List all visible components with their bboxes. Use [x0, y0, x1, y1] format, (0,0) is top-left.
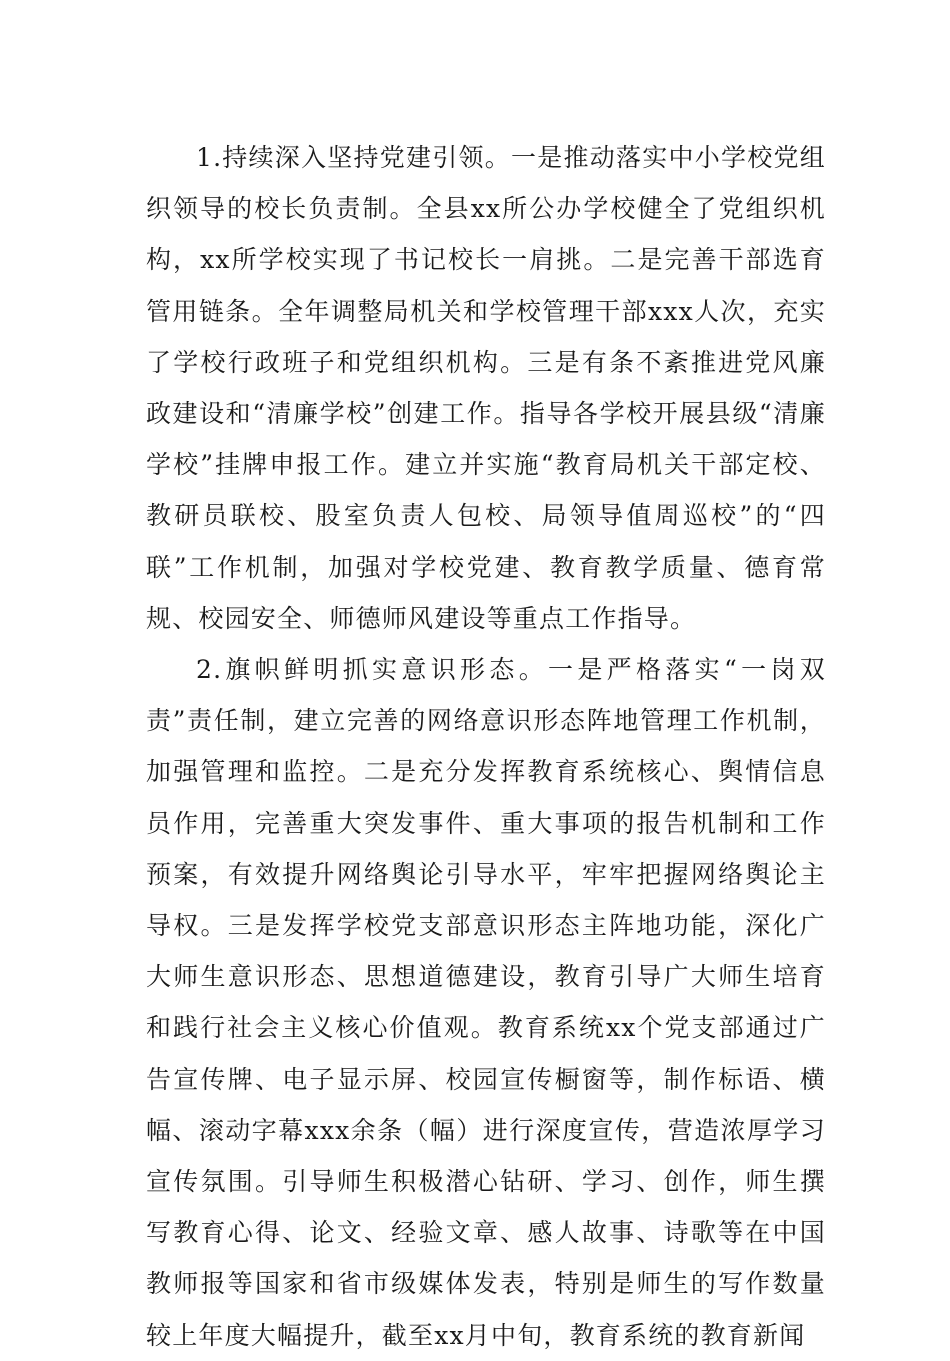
- document-body: [146, 132, 826, 1361]
- paragraph-ideology: 2.旗帜鲜明抓实意识形态。一是严格落实“一岗双责”责任制，建立完善的网络意识形态阵地管理工作机制，加强管理和监控。二是充分发挥教育系统核心、舆情信息员作用，完善重大突发事件、重大事项的报告机制和工作预案，有效提升网络舆论引导水平，牢牢把握网络舆论主导权。三是发挥学校党支部意识形态主阵地功能，深化广大师生意识形态、思想道德建设，教育引导广大师生培育和践行社会主义核心价值观。教育系统xx个党支部通过广告宣传牌、电子显示屏、校园宣传橱窗等，制作标语、横幅、滚动字幕xxx余条（幅）进行深度宣传，营造浓厚学习宣传氛围。引导师生积极潜心钻研、学习、创作，师生撰写教育心得、论文、经验文章、感人故事、诗歌等在中国教师报等国家和省市级媒体发表，特别是师生的写作数量较上年度大幅提升，截至xx月中旬，教育系统的教育新闻: [146, 655, 826, 1350]
- paragraph-party-building: 1.持续深入坚持党建引领。一是推动落实中小学校党组织领导的校长负责制。全县xx所公办学校健全了党组织机构，xx所学校实现了书记校长一肩挑。二是完善干部选育管用链条。全年调整局机关和学校管理干部xxx人次，充实了学校行政班子和党组织机构。三是有条不紊推进党风廉政建设和“清廉学校”创建工作。指导各学校开展县级“清廉学校”挂牌申报工作。建立并实施“教育局机关干部定校、教研员联校、股室负责人包校、局领导值周巡校”的“四联”工作机制，加强对学校党建、教育教学质量、德育常规、校园安全、师德师风建设等重点工作指导。: [146, 143, 826, 633]
